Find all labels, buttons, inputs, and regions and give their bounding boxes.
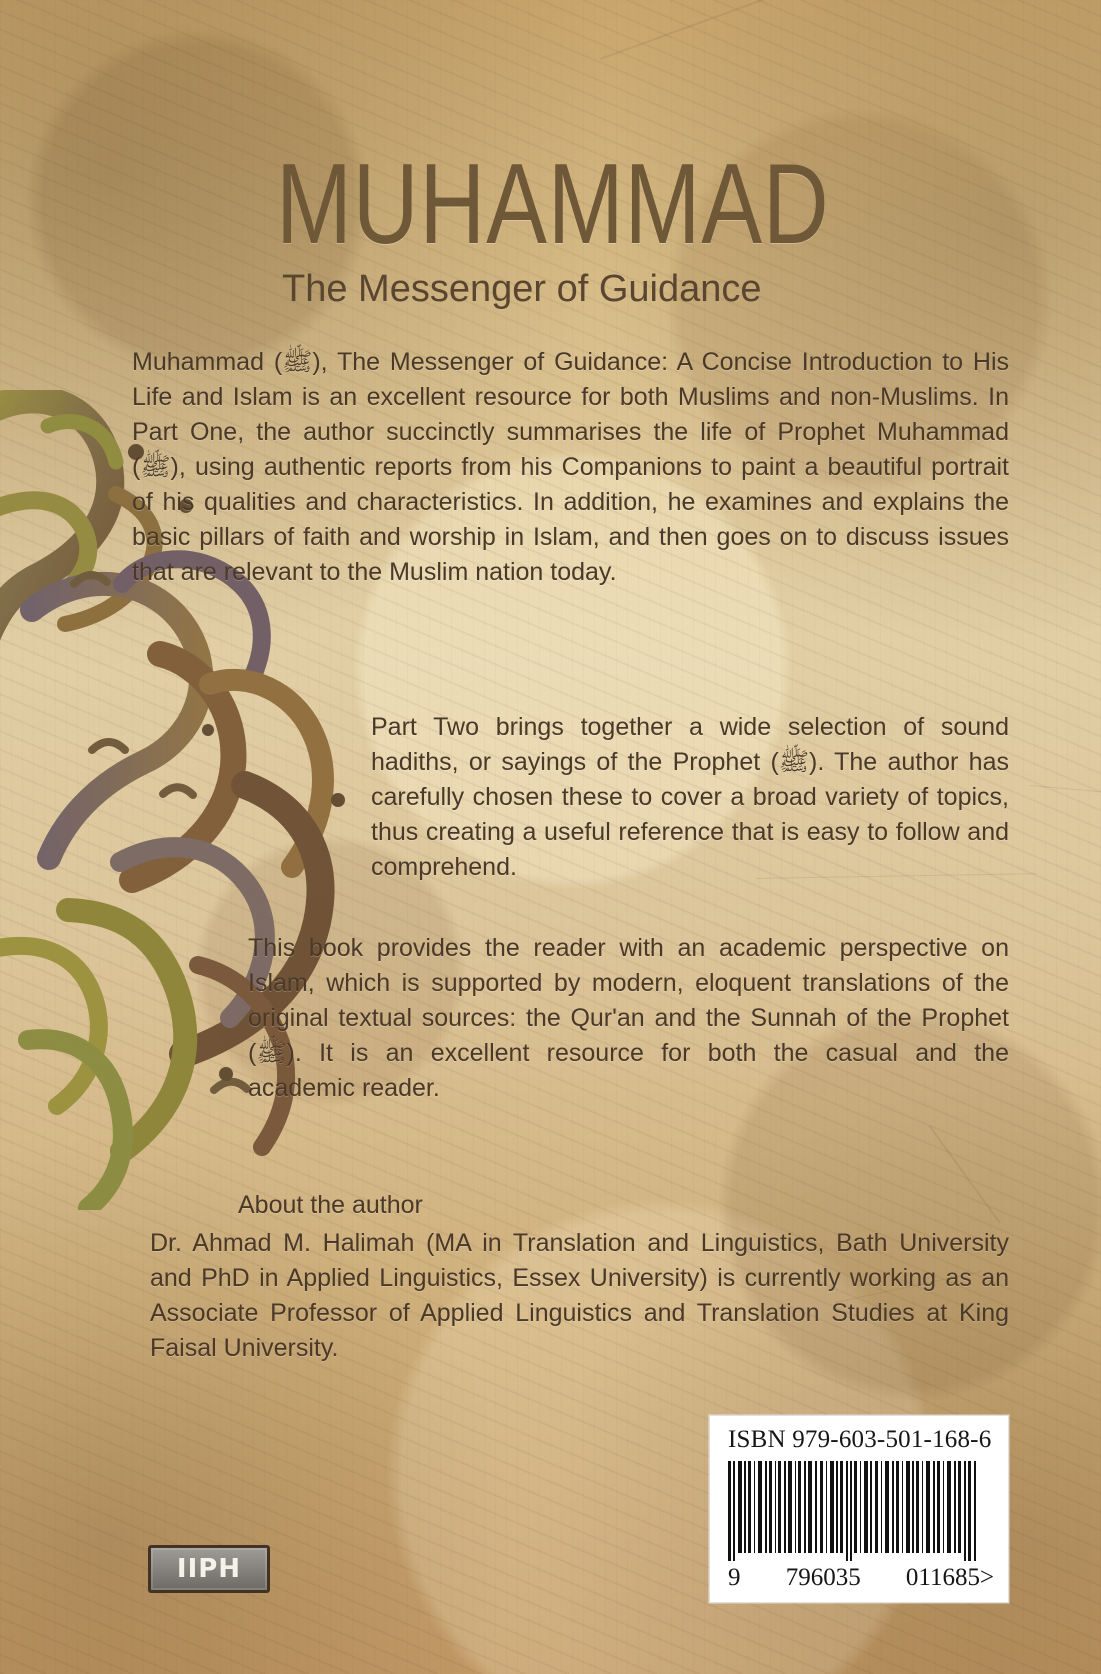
description-text: Muhammad (ﷺ), The Messenger of Guidance: A Concise Introduction to His Life and Islam is an excellent resource for both Muslims and non-Muslims. In Part One, the author succinctly summarises the life of Prophet Muhammad (ﷺ), using authentic reports from his Companions to paint a beautiful portrait of his qualities and characteristics. In addition, he examines and explains the basic pillars of faith and worship in Islam, and then goes on to discuss issues that are relevant to the Muslim nation today. <box>132 348 1010 586</box>
about-author-section <box>150 1188 1009 1366</box>
book-title: MUHAMMAD <box>276 141 830 268</box>
barcode-group: 796035 <box>785 1564 861 1591</box>
description-text: Part Two brings together a wide selection of sound hadiths, or sayings of the Prophet (ﷺ). The author has carefully chosen these to cover a broad variety of topics, thus creating a useful reference that is easy to follow and comprehend. <box>371 713 1009 881</box>
barcode-end-mark: > <box>979 1564 994 1591</box>
barcode-group: 011685 <box>905 1564 980 1591</box>
description-text: This book provides the reader with an academic perspective on Islam, which is supported by modern, eloquent translations of the original textual sources: the Qur'an and the Sunnah of the Prophet (ﷺ). It is an excellent resource for both the casual and the academic reader. <box>248 934 1009 1102</box>
book-subtitle: The Messenger of Guidance <box>282 268 762 310</box>
description-paragraph-1 <box>132 345 1009 590</box>
barcode-group: 9 <box>728 1564 741 1591</box>
isbn-label: ISBN 979-603-501-168-6 <box>728 1426 992 1453</box>
barcode-icon <box>728 1461 980 1561</box>
about-author-heading: About the author <box>238 1191 423 1219</box>
barcode-number <box>728 1564 980 1592</box>
paper-scratch <box>600 0 817 60</box>
paper-scratch <box>1030 785 1101 794</box>
publisher-logo: IIPH <box>148 1545 270 1593</box>
barcode-box <box>709 1415 1009 1603</box>
about-author-text: Dr. Ahmad M. Halimah (MA in Translation and Linguistics, Bath University and PhD in Applied Linguistics, Essex University) is currently working as an Associate Professor of Applied Linguistics and Translation Studies at King Faisal University. <box>150 1229 1009 1362</box>
description-paragraph-2 <box>371 710 1009 885</box>
description-paragraph-3 <box>248 931 1009 1106</box>
